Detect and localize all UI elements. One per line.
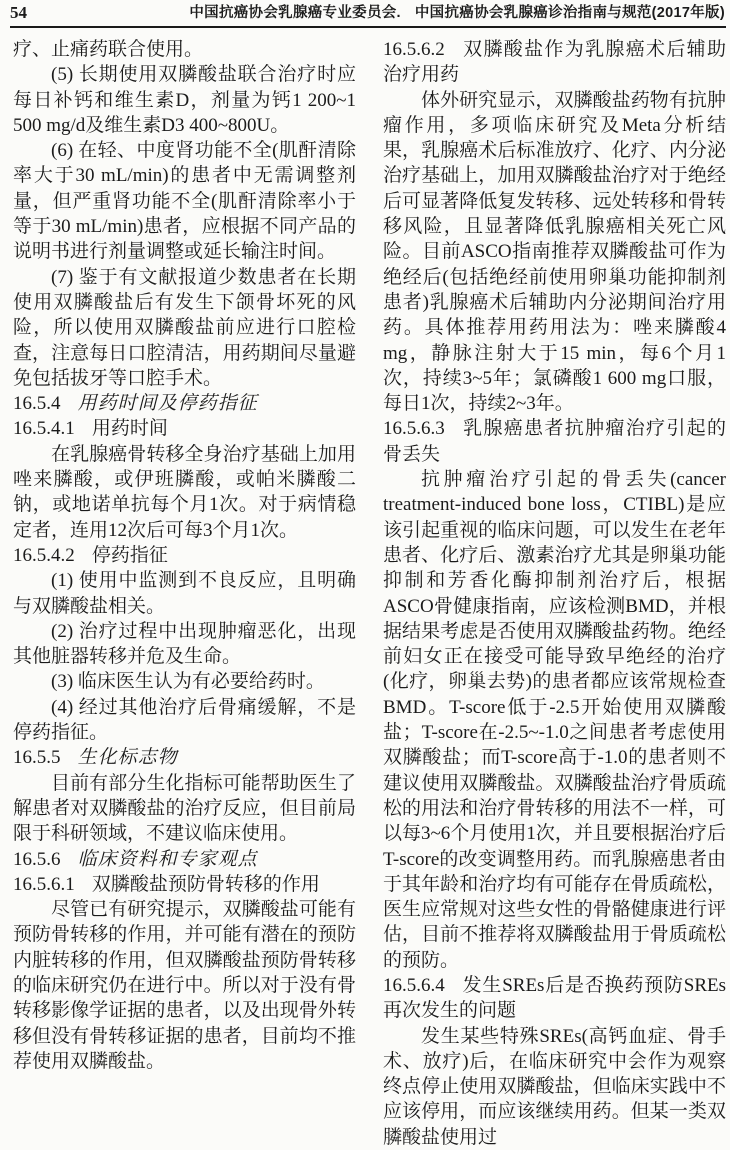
subsection-heading	[13, 872, 356, 897]
paragraph: 体外研究显示，双膦酸盐药物有抗肿瘤作用，多项临床研究及Meta分析结果，乳腺癌术后标准放疗、化疗、内分泌治疗基础上，加用双膦酸盐治疗对于绝经后可显著降低复发转移、远处转移和骨转移风险，且显著降低乳腺癌相关死亡风险。目前ASCO指南推荐双膦酸盐可作为绝经后(包括绝经前使用卵巢功能抑制剂患者)乳腺癌术后辅助内分泌期间治疗用药。具体推荐用药用法为：唑来膦酸4 mg，静脉注射大于15 min，每6个月1次，持续3~5年；氯磷酸1 600 mg口服，每日1次，持续2~3年。	[383, 89, 726, 415]
paragraph: (4) 经过其他治疗后骨痛缓解，不是停药指征。	[13, 696, 356, 744]
section-heading	[13, 745, 356, 770]
subsection-heading	[383, 973, 726, 1024]
two-column-body	[10, 28, 726, 1150]
running-header-society: 中国抗癌协会乳腺癌专业委员会.	[189, 5, 401, 21]
paragraph: (6) 在轻、中度肾功能不全(肌酐清除率大于30 mL/min)的患者中无需调整剂量，但严重肾功能不全(肌酐清除率小于等于30 mL/min)患者，应根据不同产品的说明书进行剂量调整或延长输注时间。	[13, 140, 356, 263]
heading-title: 双膦酸盐作为乳腺癌术后辅助治疗用药	[383, 39, 726, 86]
heading-title: 发生SREs后是否换药预防SREs再次发生的问题	[383, 974, 726, 1022]
heading-number: 16.5.5	[13, 747, 61, 769]
section-heading	[13, 847, 356, 872]
heading-number: 16.5.6	[13, 848, 61, 870]
page-header	[10, 3, 726, 28]
continuation-paragraph: 疗、止痛药联合使用。	[13, 39, 204, 60]
heading-title: 停药指征	[91, 544, 168, 566]
heading-title: 用药时间	[91, 418, 168, 440]
heading-title: 临床资料和专家观点	[77, 848, 258, 870]
heading-title: 乳腺癌患者抗肿瘤治疗引起的骨丢失	[383, 418, 726, 465]
heading-number: 16.5.6.2	[383, 39, 445, 60]
paragraph: 目前有部分生化指标可能帮助医生了解患者对双膦酸盐的治疗反应，但目前局限于科研领域，不建议临床使用。	[13, 772, 356, 845]
heading-number: 16.5.6.3	[383, 418, 445, 440]
heading-number: 16.5.4.2	[13, 544, 75, 566]
running-header	[189, 3, 725, 23]
subsection-heading	[383, 37, 726, 88]
subsection-heading	[13, 416, 356, 441]
section-heading	[13, 391, 356, 416]
paragraph: (1) 使用中监测到不良反应，且明确与双膦酸盐相关。	[13, 570, 356, 617]
heading-number: 16.5.4	[13, 393, 61, 415]
paragraph: (7) 鉴于有文献报道少数患者在长期使用双膦酸盐后有发生下颌骨坏死的风险，所以使用双膦酸盐前应进行口腔检查，注意每日口腔清洁，用药期间尽量避免包括拔牙等口腔手术。	[13, 266, 356, 389]
paragraph: 尽管已有研究提示，双膦酸盐可能有预防骨转移的作用，并可能有潜在的预防内脏转移的作用，但双膦酸盐预防骨转移的临床研究仍在进行中。所以对于没有骨转移影像学证据的患者，以及出现骨外转移但没有骨转移证据的患者，目前均不推荐使用双膦酸盐。	[13, 899, 356, 1072]
heading-title: 双膦酸盐预防骨转移的作用	[91, 873, 320, 895]
subsection-heading	[383, 416, 726, 467]
heading-number: 16.5.4.1	[13, 418, 75, 440]
left-column	[13, 37, 356, 1150]
heading-title: 生化标志物	[77, 747, 178, 769]
heading-number: 16.5.6.4	[383, 974, 445, 996]
paragraph: (3) 临床医生认为有必要给药时。	[51, 671, 325, 693]
paragraph: 抗肿瘤治疗引起的骨丢失(cancer treatment-induced bone loss，CTIBL)是应该引起重视的临床问题，可以发生在老年患者、化疗后、激素治疗尤其是卵巢功能抑制和芳香化酶抑制剂治疗后，根据ASCO骨健康指南，应该检测BMD，并根据结果考虑是否使用双膦酸盐药物。绝经前妇女正在接受可能导致早绝经的治疗(化疗，卵巢去势)的患者都应该常规检查BMD。T-score低于-2.5开始使用双膦酸盐；T-score在-2.5~-1.0之间患者考虑使用双膦酸盐；而T-score高于-1.0的患者则不建议使用双膦酸盐。双膦酸盐治疗骨质疏松的用法和治疗骨转移的用法不一样，可以每3~6个月使用1次，并且要根据治疗后T-score的改变调整用药。而乳腺癌患者由于其年龄和治疗均有可能存在骨质疏松，医生应常规对这些女性的骨骼健康进行评估，目前不推荐将双膦酸盐用于骨质疏松的预防。	[383, 469, 726, 971]
paragraph: 发生某些特殊SREs(高钙血症、骨手术、放疗)后，在临床研究中会作为观察终点停止使用双膦酸盐，但临床实践中不应该停用，而应该继续用药。但某一类双膦酸盐使用过	[383, 1025, 726, 1148]
running-header-guideline: 中国抗癌协会乳腺癌诊治指南与规范(2017年版)	[414, 5, 725, 21]
paragraph: (2) 治疗过程中出现肿瘤恶化，出现其他脏器转移并危及生命。	[13, 620, 356, 668]
subsection-heading	[13, 543, 356, 568]
paragraph: 在乳腺癌骨转移全身治疗基础上加用唑来膦酸，或伊班膦酸，或帕米膦酸二钠，或地诺单抗每个月1次。对于病情稳定者，连用12次后可每3个月1次。	[13, 443, 356, 541]
heading-title: 用药时间及停药指征	[77, 393, 258, 415]
right-column	[383, 37, 726, 1150]
paragraph: (5) 长期使用双膦酸盐联合治疗时应每日补钙和维生素D，剂量为钙1 200~1 500 mg/d及维生素D3 400~800U。	[13, 64, 356, 136]
page-number: 54	[10, 3, 27, 22]
heading-number: 16.5.6.1	[13, 873, 75, 895]
